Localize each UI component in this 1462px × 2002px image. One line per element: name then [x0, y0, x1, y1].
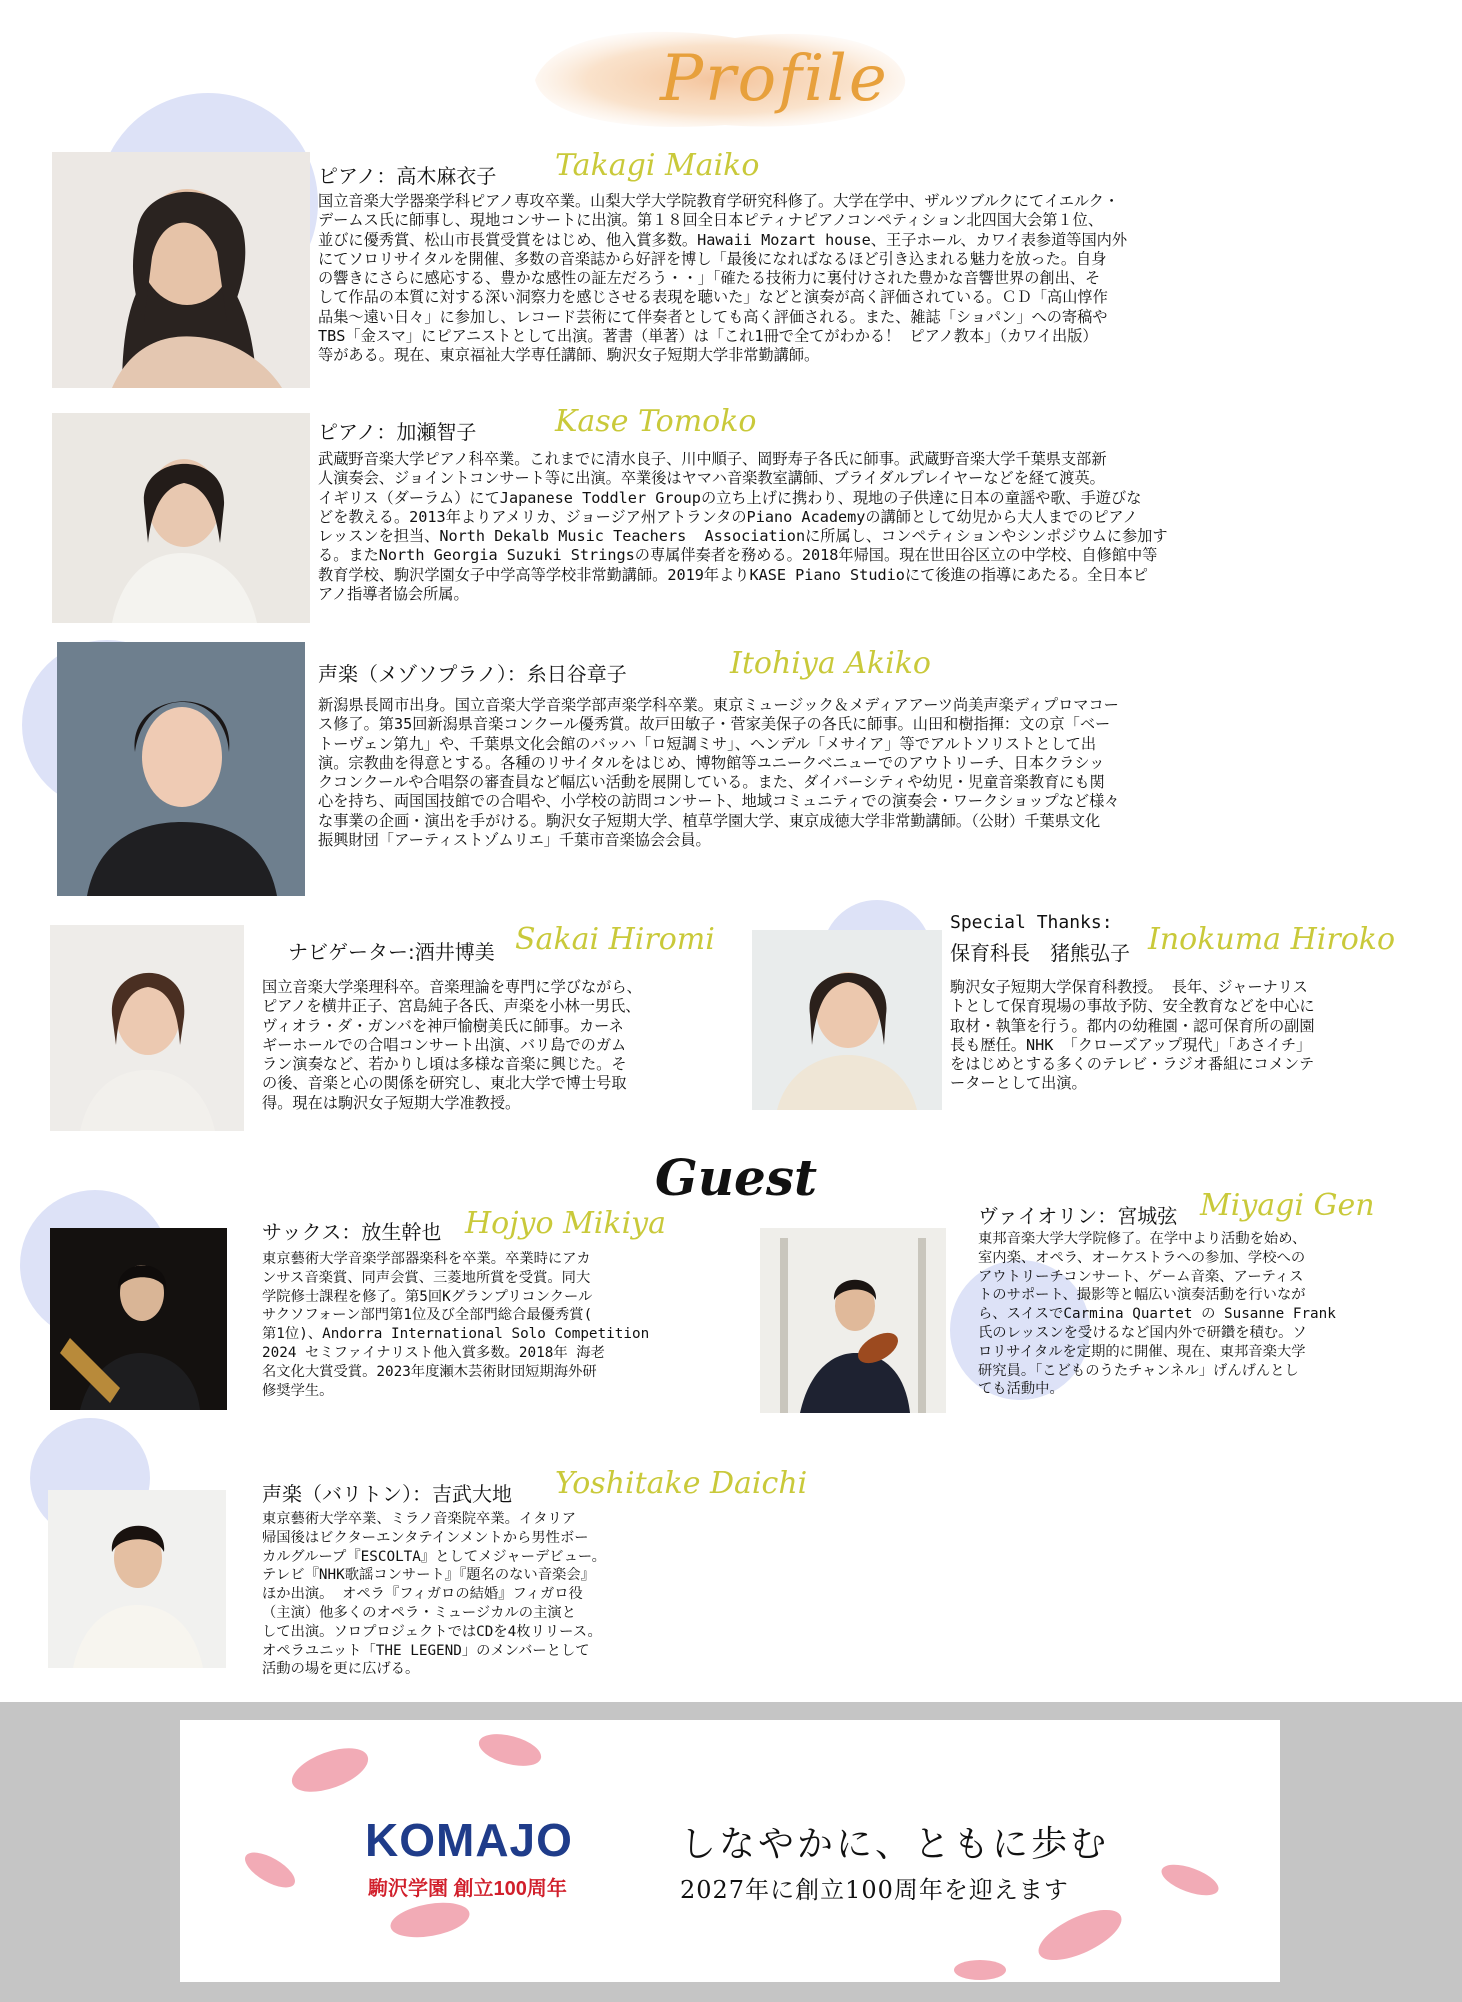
- performer-role: ピアノ：高木麻衣子: [318, 164, 497, 188]
- komajo-logo-subtitle: 駒沢学園 創立100周年: [368, 1878, 567, 1900]
- guest-roman-name: Yoshitake Daichi: [555, 1466, 808, 1501]
- performer-roman-name: Itohiya Akiko: [730, 646, 931, 681]
- portrait-photo: [52, 152, 310, 388]
- guest-title: Guest: [655, 1148, 818, 1207]
- special-thanks-role: 保育科長 猪熊弘子: [950, 941, 1130, 965]
- portrait-photo: [50, 1228, 227, 1410]
- navigator-bio: 国立音楽大学楽理科卒。音楽理論を専門に学びながら、 ピアノを横井正子、宮島純子各氏、声楽を小林一男氏、 ヴィオラ・ダ・ガンバを神戸愉樹美氏に師事。カーネ ギーホールでの合唱コンサート出演、バリ島でのガム ラン演奏など、若かりし頃は多様な音楽に興じた。そ の後、音楽と心の関係を研究し、東北大学で博士号取 得。現在は駒沢女子短期大学准教授。: [262, 978, 642, 1112]
- portrait-photo: [50, 925, 244, 1131]
- portrait-photo: [752, 930, 942, 1110]
- navigator-role: ナビゲーター:酒井博美: [288, 940, 495, 964]
- performer-roman-name: Takagi Maiko: [555, 148, 760, 183]
- performer-role: ピアノ：加瀬智子: [318, 420, 477, 444]
- portrait-photo: [760, 1228, 946, 1413]
- navigator-roman-name: Sakai Hiromi: [515, 922, 715, 957]
- guest-role: ヴァイオリン：宮城弦: [978, 1204, 1178, 1228]
- performer-role: 声楽（メゾソプラノ）：糸日谷章子: [318, 662, 627, 686]
- portrait-photo: [52, 413, 310, 623]
- portrait-photo: [57, 642, 305, 896]
- portrait-photo: [48, 1490, 226, 1668]
- special-thanks-roman-name: Inokuma Hiroko: [1148, 922, 1396, 957]
- banner-subline: 2027年に創立100周年を迎えます: [680, 1876, 1069, 1904]
- performer-bio: 新潟県長岡市出身。国立音楽大学音楽学部声楽学科卒業。東京ミュージック＆メディアアーツ尚美声楽ディプロマコー ス修了。第35回新潟県音楽コンクール優秀賞。故戸田敏子・菅家美保子の各氏に師事。山田和樹指揮：文の京「ベー トーヴェン第九」や、千葉県文化会館のバッハ「ロ短調ミサ」、ヘンデル「メサイア」等でアルトソリストとして出 演。宗教曲を得意とする。各種のリサイタルをはじめ、博物館等ユニークベニューでのアウトリーチ、日本クラシッ クコンクールや合唱祭の審査員など幅広い活動を展開している。また、ダイバーシティや幼児・児童音楽教育にも関 心を持ち、両国国技館での合唱や、小学校の訪問コンサート、地域コミュニティでの演奏会・ワークショップなど様々 な事業の企画・演出を手がける。駒沢女子短期大学、植草学園大学、東京成徳大学非常勤講師。（公財）千葉県文化 振興財団「アーティストゾムリエ」千葉市音楽協会会員。: [318, 696, 1120, 850]
- special-thanks-heading: Special Thanks:: [950, 912, 1113, 933]
- komajo-logo: KOMAJO: [365, 1814, 573, 1866]
- banner-slogan: しなやかに、ともに歩む: [680, 1824, 1110, 1865]
- guest-bio: 東京藝術大学卒業、ミラノ音楽院卒業。イタリア 帰国後はビクターエンタテインメントから男性ボー カルグループ『ESCOLTA』としてメジャーデビュー。 テレビ『NHK歌謡コンサート』『題名のない音楽会』 ほか出演。 オペラ『フィガロの結婚』フィガロ役 （主演）他多くのオペラ・ミュージカルの主演と して出演。ソロプロジェクトではCDを4枚リリース。 オペラユニット「THE LEGEND」のメンバーとして 活動の場を更に広げる。: [262, 1511, 606, 1678]
- guest-bio: 東京藝術大学音楽学部器楽科を卒業。卒業時にアカ ンサス音楽賞、同声会賞、三菱地所賞を受賞。同大 学院修士課程を修了。第5回Kグランプリコンクール サクソフォーン部門第1位及び全部門総合最優秀賞( 第1位)、Andorra International Solo Competition 2024 セミファイナリスト他入賞多数。2018年 海老 名文化大賞受賞。2023年度瀬木芸術財団短期海外研 修奨学生。: [262, 1251, 650, 1399]
- performer-bio: 国立音楽大学器楽学科ピアノ専攻卒業。山梨大学大学院教育学研究科修了。大学在学中、ザルツブルクにてイエルク・ デームス氏に師事し、現地コンサートに出演。第１８回全日本ピティナピアノコンペティション北四国大会第１位、 並びに優秀賞、松山市長賞受賞をはじめ、他入賞多数。Hawaii Mozart house、王子ホール、カワイ表参道等国内外 にてソロリサイタルを開催、多数の音楽誌から好評を博し「最後になればなるほど引き込まれる魅力を放った。自身 の響きにさらに感応する、豊かな感性の証左だろう・・」「確たる技術力に裏付けされた豊かな音響世界の創出、そ して作品の本質に対する深い洞察力を感じさせる表現を聴いた」などと演奏が高く評価されている。ＣＤ「高山惇作 品集～遠い日々」に参加し、レコード芸術にて伴奏者としても高く評価される。また、雑誌「ショパン」への寄稿や TBS「金スマ」にピアニストとして出演。著書（単著）は「これ1冊で全てがわかる！ ピアノ教本」（カワイ出版） 等がある。現在、東京福祉大学専任講師、駒沢女子短期大学非常勤講師。: [318, 192, 1128, 365]
- performer-roman-name: Kase Tomoko: [555, 404, 757, 439]
- guest-bio: 東邦音楽大学大学院修了。在学中より活動を始め、 室内楽、オペラ、オーケストラへの参加、学校への アウトリーチコンサート、ゲーム音楽、アーティス トのサポート、撮影等と幅広い演奏活動を行いなが ら、スイスでCarmina Quartet の Susanne Frank 氏のレッスンを受けるなど国内外で研鑽を積む。ソ ロリサイタルを定期的に開催、現在、東邦音楽大学 研究員。「こどものうたチャンネル」げんげんとし ても活動中。: [978, 1231, 1336, 1398]
- guest-role: 声楽（バリトン）：吉武大地: [262, 1482, 512, 1506]
- guest-roman-name: Miyagi Gen: [1200, 1188, 1375, 1223]
- page-title: Profile: [660, 42, 889, 116]
- performer-bio: 武蔵野音楽大学ピアノ科卒業。これまでに清水良子、川中順子、岡野寿子各氏に師事。武蔵野音楽大学千葉県支部新 人演奏会、ジョイントコンサート等に出演。卒業後はヤマハ音楽教室講師、ブライダルプレイヤーなどを経て渡英。 イギリス（ダーラム）にてJapanese Toddler Groupの立ち上げに携わり、現地の子供達に日本の童謡や歌、手遊びな どを教える。2013年よりアメリカ、ジョージア州アトランタのPiano Academyの講師として幼児から大人までのピアノ レッスンを担当、North Dekalb Music Teachers Associationに所属し、コンペティションやシンポジウムに参加す る。またNorth Georgia Suzuki Stringsの専属伴奏者を務める。2018年帰国。現在世田谷区立の中学校、自修館中等 教育学校、駒沢学園女子中学高等学校非常勤講師。2019年よりKASE Piano Studioにて後進の指導にあたる。全日本ピ アノ指導者協会所属。: [318, 450, 1168, 604]
- guest-role: サックス：放生幹也: [262, 1220, 442, 1244]
- special-thanks-bio: 駒沢女子短期大学保育科教授。 長年、ジャーナリス トとして保育現場の事故予防、安全教育などを中心に 取材・執筆を行う。都内の幼稚園・認可保育所の副園 長も歴任。NHK 「クローズアップ現代」「あさイチ」 をはじめとする多くのテレビ・ラジオ番組にコメンテ ーターとして出演。: [950, 978, 1315, 1093]
- guest-roman-name: Hojyo Mikiya: [465, 1206, 666, 1241]
- komajo-banner: [180, 1720, 1280, 1982]
